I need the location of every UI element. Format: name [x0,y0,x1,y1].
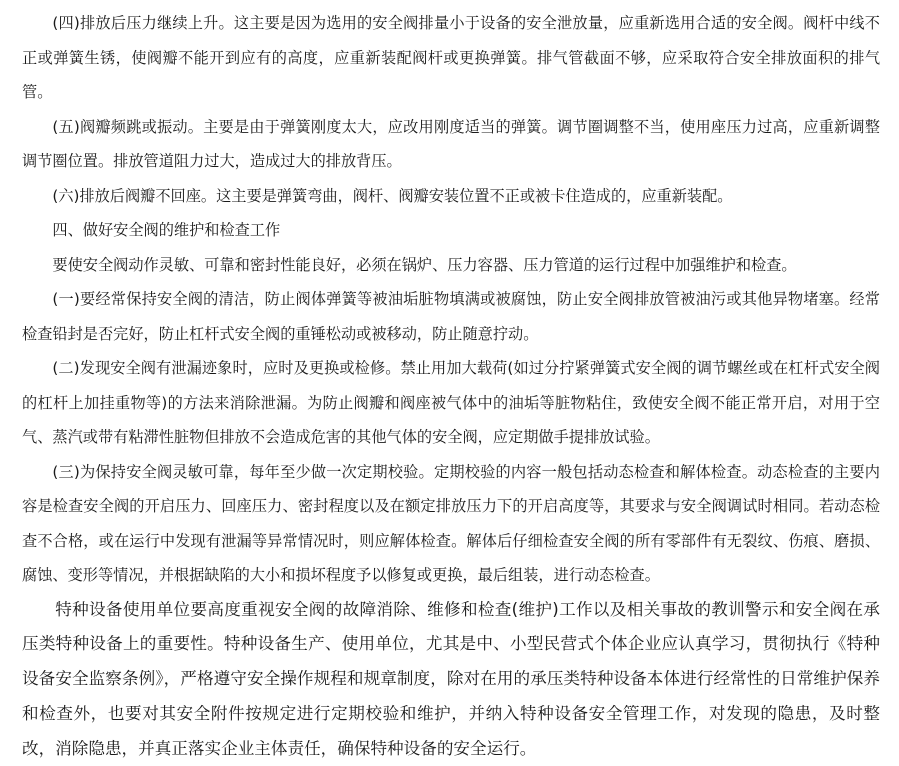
paragraph-fault-4: (四)排放后压力继续上升。这主要是因为选用的安全阀排量小于设备的安全泄放量，应重新选用合适的安全阀。阀杆中线不正或弹簧生锈，使阀瓣不能开到应有的高度，应重新装配阀杆或更换弹簧。排气管截面不够，应采取符合安全排放面积的排气管。 [22,6,880,110]
paragraph-maintenance-3: (三)为保持安全阀灵敏可靠，每年至少做一次定期校验。定期校验的内容一般包括动态检查和解体检查。动态检查的主要内容是检查安全阀的开启压力、回座压力、密封程度以及在额定排放压力下的开启高度等，其要求与安全阀调试时相同。若动态检查不合格，或在运行中发现有泄漏等异常情况时，则应解体检查。解体后仔细检查安全阀的所有零部件有无裂纹、伤痕、磨损、腐蚀、变形等情况，并根据缺陷的大小和损坏程度予以修复或更换，最后组装，进行动态检查。 [22,455,880,593]
paragraph-closing: 特种设备使用单位要高度重视安全阀的故障消除、维修和检查(维护)工作以及相关事故的教训警示和安全阀在承压类特种设备上的重要性。特种设备生产、使用单位，尤其是中、小型民营式个体企业应认真学习，贯彻执行《特种设备安全监察条例》，严格遵守安全操作规程和规章制度，除对在用的承压类特种设备本体进行经常性的日常维护保养和检查外，也要对其安全附件按规定进行定期校验和维护，并纳入特种设备安全管理工作，对发现的隐患，及时整改，消除隐患，并真正落实企业主体责任，确保特种设备的安全运行。 [22,593,880,766]
paragraph-maintenance-1: (一)要经常保持安全阀的清洁，防止阀体弹簧等被油垢脏物填满或被腐蚀，防止安全阀排放管被油污或其他异物堵塞。经常检查铅封是否完好，防止杠杆式安全阀的重锤松动或被移动，防止随意拧动。 [22,282,880,351]
document-body [22,6,880,766]
paragraph-maintenance-2: (二)发现安全阀有泄漏迹象时，应时及更换或检修。禁止用加大载荷(如过分拧紧弹簧式安全阀的调节螺丝或在杠杆式安全阀的杠杆上加挂重物等)的方法来消除泄漏。为防止阀瓣和阀座被气体中的油垢等脏物粘住，致使安全阀不能正常开启，对用于空气、蒸汽或带有粘滞性脏物但排放不会造成危害的其他气体的安全阀，应定期做手提排放试验。 [22,351,880,455]
paragraph-fault-5: (五)阀瓣频跳或振动。主要是由于弹簧刚度太大，应改用刚度适当的弹簧。调节圈调整不当，使用座压力过高，应重新调整调节圈位置。排放管道阻力过大，造成过大的排放背压。 [22,110,880,179]
paragraph-maintenance-intro: 要使安全阀动作灵敏、可靠和密封性能良好，必须在锅炉、压力容器、压力管道的运行过程中加强维护和检查。 [22,248,880,283]
paragraph-fault-6: (六)排放后阀瓣不回座。这主要是弹簧弯曲，阀杆、阀瓣安装位置不正或被卡住造成的，应重新装配。 [22,179,880,214]
section-heading-maintenance: 四、做好安全阀的维护和检查工作 [22,213,880,248]
